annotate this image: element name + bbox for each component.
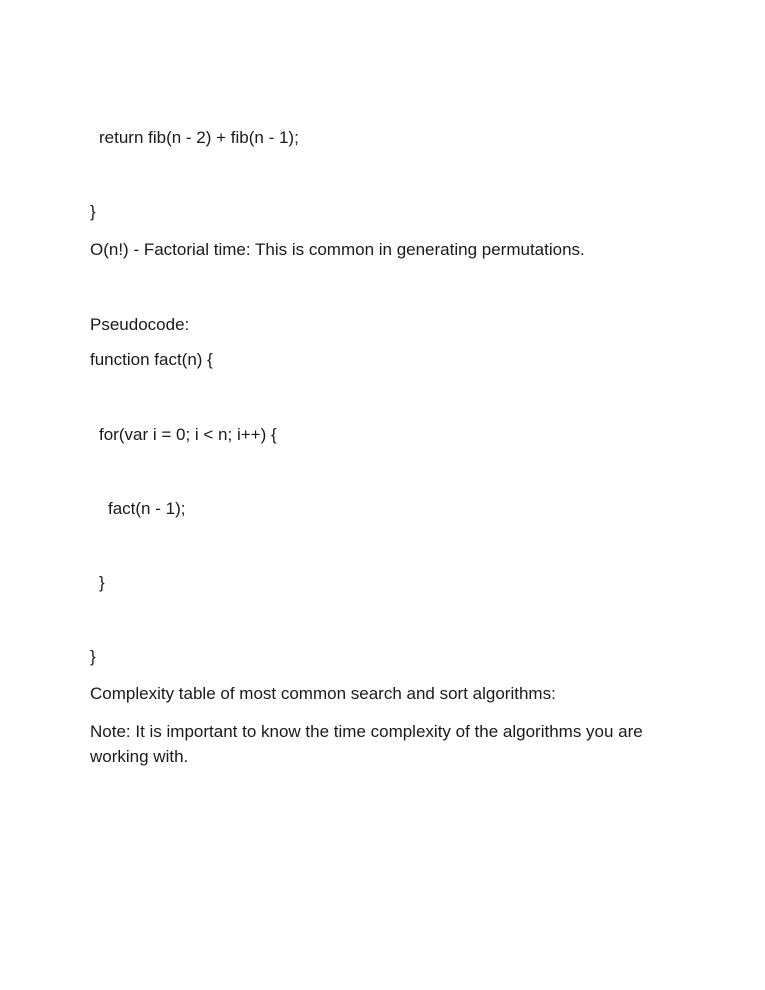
paragraph-note: Note: It is important to know the time complexity of the algorithms you are working with. [90, 722, 643, 766]
code-line-fact-call: fact(n - 1); [108, 499, 186, 518]
code-line-return-fib: return fib(n - 2) + fib(n - 1); [99, 128, 299, 147]
code-line-function-fact: function fact(n) { [90, 350, 213, 369]
pseudocode-heading: Pseudocode: [90, 315, 190, 334]
code-line-inner-closing-brace: } [99, 573, 105, 592]
code-line-closing-brace: } [90, 202, 96, 221]
paragraph-complexity-table: Complexity table of most common search and sort algorithms: [90, 684, 556, 703]
paragraph-factorial-time: O(n!) - Factorial time: This is common in generating permutations. [90, 240, 585, 259]
code-line-for-loop: for(var i = 0; i < n; i++) { [99, 425, 277, 444]
code-line-outer-closing-brace: } [90, 647, 96, 666]
